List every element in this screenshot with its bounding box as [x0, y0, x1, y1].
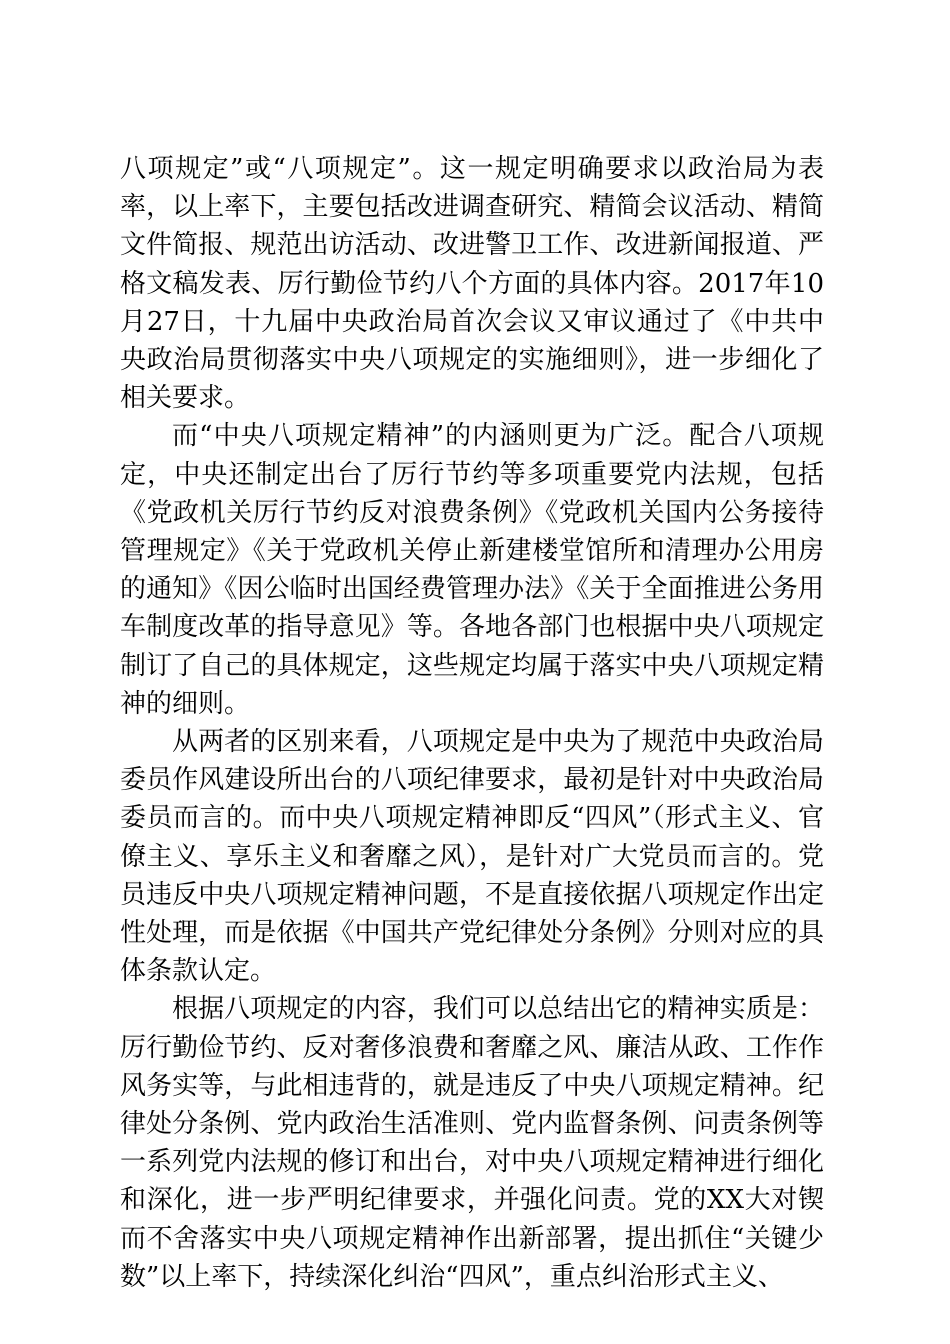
document-body [120, 150, 824, 1296]
paragraph-spirit-essence: 根据八项规定的内容，我们可以总结出它的精神实质是：厉行勤俭节约、反对奢侈浪费和奢靡之风、廉洁从政、工作作风务实等，与此相违背的，就是违反了中央八项规定精神。纪律处分条例、党内政治生活准则、党内监督条例、问责条例等一系列党内法规的修订和出台，对中央八项规定精神进行细化和深化，进一步严明纪律要求，并强化问责。党的XX大对锲而不舍落实中央八项规定精神作出新部署，提出抓住“关键少数”以上率下，持续深化纠治“四风”，重点纠治形式主义、 [120, 994, 824, 1292]
paragraph-eight-rules-content: 八项规定”或“八项规定”。这一规定明确要求以政治局为表率，以上率下，主要包括改进调查研究、精简会议活动、精简文件简报、规范出访活动、改进警卫工作、改进新闻报道、严格文稿发表、厉行勤俭节约八个方面的具体内容。2017年10月27日，十九届中央政治局首次会议又审议通过了《中共中央政治局贯彻落实中央八项规定的实施细则》，进一步细化了相关要求。 [120, 154, 824, 414]
paragraph-spirit-connotation: 而“中央八项规定精神”的内涵则更为广泛。配合八项规定，中央还制定出台了厉行节约等多项重要党内法规，包括《党政机关厉行节约反对浪费条例》《党政机关国内公务接待管理规定》《关于党政机关停止新建楼堂馆所和清理办公用房的通知》《因公临时出国经费管理办法》《关于全面推进公务用车制度改革的指导意见》等。各地各部门也根据中央八项规定制订了自己的具体规定，这些规定均属于落实中央八项规定精神的细则。 [120, 421, 824, 719]
paragraph-difference: 从两者的区别来看，八项规定是中央为了规范中央政治局委员作风建设所出台的八项纪律要求，最初是针对中央政治局委员而言的。而中央八项规定精神即反“四风”（形式主义、官僚主义、享乐主义和奢靡之风），是针对广大党员而言的。党员违反中央八项规定精神问题，不是直接依据八项规定作出定性处理，而是依据《中国共产党纪律处分条例》分则对应的具体条款认定。 [120, 727, 824, 987]
